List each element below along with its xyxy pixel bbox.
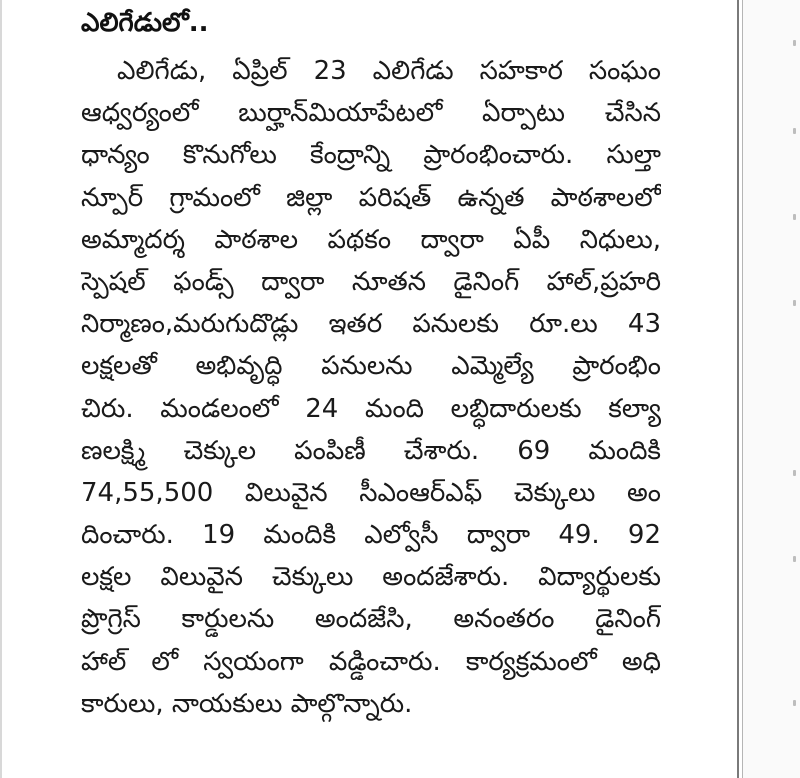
article-line: కారులు, నాయకులు పాల్గొన్నారు. (81, 688, 413, 719)
article-line: ణలక్ష్మి చెక్కుల పంపిణీ చేశారు. 69 మందికి (81, 435, 661, 466)
article-headline: ఎలిగేడులో.. (81, 8, 209, 38)
article-line: న్పూర్ గ్రామంలో జిల్లా పరిషత్ ఉన్నత పాఠశాలలో (81, 182, 661, 213)
column-rule (737, 0, 739, 778)
article-line: ప్రొగ్రెస్ కార్డులను అందజేసి, అనంతరం డైనింగ్ (81, 604, 661, 635)
article-body (81, 50, 661, 725)
article-line: అమ్మాదర్శ పాఠశాల పథకం ద్వారా ఏపీ నిధులు, (81, 224, 661, 255)
article-line: ధాన్యం కొనుగోలు కేంద్రాన్ని ప్రారంభించారు. సుల్తా (81, 140, 661, 171)
article-line: 74,55,500 విలువైన సీఎంఆర్ఎఫ్ చెక్కులు అం (81, 477, 661, 508)
adjacent-column-margin (743, 0, 800, 778)
adjacent-text-fragment (793, 700, 796, 706)
article-line: దించారు. 19 మందికి ఎల్వోసీ ద్వారా 49. 92 (81, 520, 661, 551)
article-line: లక్షలతో అభివృద్ధి పనులను ఎమ్మెల్యే ప్రారంభిం (81, 351, 661, 382)
article-line: హాల్ లో స్వయంగా వడ్డించారు. కార్యక్రమంలో అధి (81, 646, 661, 677)
article-line: ఎలిగేడు, ఏప్రిల్ 23 ఎలిగేడు సహకార సంఘం (117, 56, 661, 86)
page-left-border (0, 0, 2, 778)
adjacent-text-fragment (793, 300, 796, 306)
article-line: ఆధ్వర్యంలో బుర్హాన్‌మియాపేటలో ఏర్పాటు చేసిన (81, 98, 661, 129)
adjacent-text-fragment (793, 40, 796, 46)
article-line: స్పెషల్ ఫండ్స్ ద్వారా నూతన డైనింగ్ హాల్,ప్రహరి (81, 266, 661, 297)
article-line: నిర్మాణం,మరుగుదొడ్లు ఇతర పనులకు రూ.లు 43 (81, 309, 661, 340)
adjacent-text-fragment (793, 128, 796, 134)
article-line: లక్షల విలువైన చెక్కులు అందజేశారు. విద్యార్థులకు (81, 562, 661, 593)
adjacent-text-fragment (793, 556, 796, 562)
adjacent-text-fragment (793, 214, 796, 220)
adjacent-text-fragment (793, 470, 796, 476)
article-line: చిరు. మండలంలో 24 మంది లబ్ధిదారులకు కల్యా (81, 393, 661, 424)
news-article (81, 0, 661, 778)
